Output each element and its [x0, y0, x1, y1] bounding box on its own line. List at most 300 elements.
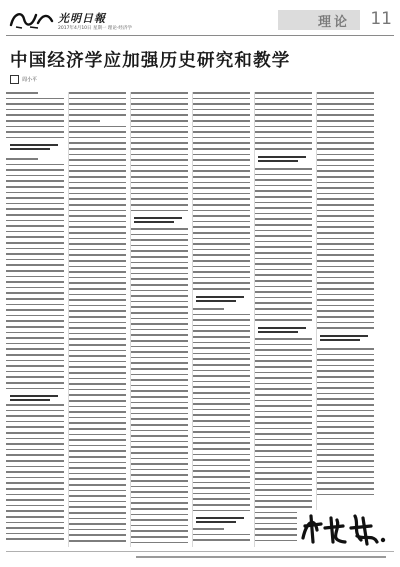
text-line [254, 506, 312, 508]
text-line [130, 256, 188, 258]
text-line [130, 497, 188, 499]
text-line [254, 291, 312, 293]
text-line [68, 478, 126, 480]
text-column [130, 92, 188, 547]
text-line [68, 120, 100, 122]
text-line [254, 439, 312, 441]
text-line [130, 301, 188, 303]
text-line [68, 366, 126, 368]
text-line [192, 342, 250, 344]
subheading-line [10, 395, 58, 397]
issue-date-line: 2017年4月10日 星期一 理论·经济学 [58, 26, 132, 31]
text-line [6, 231, 64, 233]
text-line [192, 182, 250, 184]
text-line [192, 221, 250, 223]
text-line [68, 473, 126, 475]
text-line [316, 449, 374, 451]
text-line [68, 142, 126, 144]
text-line [68, 204, 126, 206]
subheading-line [10, 144, 58, 146]
text-line [316, 176, 374, 178]
text-line [6, 242, 64, 244]
text-line [6, 538, 64, 540]
text-line [254, 467, 312, 469]
subheading-line [134, 221, 174, 223]
text-line [254, 131, 312, 133]
text-line [316, 187, 374, 189]
text-line [254, 263, 312, 265]
section-name: 理论 [317, 15, 350, 30]
text-line [192, 493, 250, 495]
text-line [192, 347, 250, 349]
text-line [192, 370, 250, 372]
text-line [316, 103, 374, 105]
text-line [254, 235, 312, 237]
text-line [254, 246, 312, 248]
text-line [6, 460, 64, 462]
text-line [130, 273, 188, 275]
text-line [6, 197, 64, 199]
text-line [254, 366, 312, 368]
text-line [130, 318, 188, 320]
text-line [254, 360, 312, 362]
text-line [192, 487, 250, 489]
text-line [68, 338, 126, 340]
subheading-line [196, 517, 244, 519]
text-line [254, 286, 312, 288]
text-line [192, 204, 250, 206]
text-line [68, 198, 126, 200]
text-line [130, 210, 188, 212]
text-line [192, 510, 250, 512]
byline [10, 75, 37, 84]
text-line [316, 120, 374, 122]
text-line [316, 477, 374, 479]
column-rule [192, 92, 193, 547]
text-line [192, 454, 250, 456]
text-line [6, 326, 64, 328]
text-line [68, 501, 126, 503]
text-line [192, 277, 250, 279]
text-line [130, 323, 188, 325]
text-line [68, 271, 126, 273]
text-line [68, 316, 126, 318]
text-line [192, 210, 250, 212]
text-line [192, 308, 224, 310]
subheading-line [134, 217, 182, 219]
text-line [130, 92, 188, 94]
text-line [192, 271, 250, 273]
text-line [68, 428, 126, 430]
text-line [192, 109, 250, 111]
text-line [192, 131, 250, 133]
text-line [130, 228, 188, 230]
text-line [68, 534, 126, 536]
text-line [6, 164, 64, 166]
text-line [68, 310, 126, 312]
text-line [192, 148, 250, 150]
text-line [6, 208, 64, 210]
text-line [254, 394, 312, 396]
text-line [130, 463, 188, 465]
text-line [254, 92, 312, 94]
text-line [130, 536, 188, 538]
text-line [130, 474, 188, 476]
text-line [254, 137, 312, 139]
text-line [130, 329, 188, 331]
text-line [316, 277, 374, 279]
text-line [6, 203, 64, 205]
text-line [192, 215, 250, 217]
text-line [130, 170, 188, 172]
text-line [254, 174, 312, 176]
text-line [6, 505, 64, 507]
text-line [130, 530, 188, 532]
text-line [254, 377, 312, 379]
text-line [130, 407, 188, 409]
article-headline: 中国经济学应加强历史研究和教学 [10, 51, 291, 71]
page-number: 11 [370, 9, 392, 29]
text-line [192, 103, 250, 105]
text-line [68, 411, 126, 413]
text-line [68, 506, 126, 508]
text-line [68, 249, 126, 251]
text-line [316, 204, 374, 206]
text-line [68, 176, 126, 178]
text-line [316, 249, 374, 251]
section-subheading [6, 142, 64, 152]
text-line [130, 379, 188, 381]
text-line [6, 103, 64, 105]
section-subheading [192, 515, 250, 525]
text-line [68, 389, 126, 391]
text-line [254, 230, 312, 232]
text-line [68, 540, 126, 542]
text-line [130, 98, 188, 100]
text-line [68, 417, 126, 419]
text-line [68, 327, 126, 329]
text-line [130, 148, 188, 150]
text-line [130, 295, 188, 297]
text-line [254, 224, 312, 226]
text-line [6, 180, 64, 182]
text-line [192, 187, 250, 189]
text-line [130, 187, 188, 189]
text-line [68, 170, 126, 172]
text-line [68, 490, 126, 492]
text-line [254, 218, 312, 220]
text-line [68, 406, 126, 408]
text-line [192, 126, 250, 128]
text-line [192, 375, 250, 377]
text-line [192, 403, 250, 405]
text-line [254, 319, 312, 321]
text-line [68, 322, 126, 324]
text-line [316, 370, 374, 372]
text-line [316, 415, 374, 417]
text-line [316, 114, 374, 116]
text-line [6, 348, 64, 350]
text-line [6, 421, 64, 423]
text-line [68, 238, 126, 240]
text-line [254, 308, 312, 310]
text-line [6, 298, 64, 300]
text-line [254, 416, 312, 418]
text-line [192, 92, 250, 94]
text-line [254, 103, 312, 105]
text-line [316, 348, 374, 350]
text-line [68, 103, 126, 105]
text-line [192, 534, 250, 536]
text-line [254, 444, 312, 446]
text-line [192, 398, 250, 400]
subheading-line [258, 156, 306, 158]
text-line [6, 137, 64, 139]
text-line [6, 426, 64, 428]
text-line [6, 494, 64, 496]
text-line [192, 470, 250, 472]
text-line [316, 432, 374, 434]
text-line [130, 120, 188, 122]
text-line [192, 386, 250, 388]
text-line [192, 504, 250, 506]
text-line [316, 109, 374, 111]
text-line [6, 415, 64, 417]
text-line [130, 306, 188, 308]
masthead [6, 5, 394, 36]
text-line [316, 454, 374, 456]
text-line [6, 192, 64, 194]
subheading-line [258, 331, 298, 333]
text-line [130, 204, 188, 206]
text-line [68, 299, 126, 301]
text-line [6, 477, 64, 479]
text-line [192, 159, 250, 161]
text-line [316, 365, 374, 367]
text-line [68, 137, 126, 139]
text-line [192, 498, 250, 500]
text-line [192, 142, 250, 144]
column-rule [254, 92, 255, 547]
text-line [68, 243, 126, 245]
text-line [6, 443, 64, 445]
text-line [6, 253, 64, 255]
text-line [130, 114, 188, 116]
text-line [192, 325, 250, 327]
text-line [6, 404, 64, 406]
text-line [130, 435, 188, 437]
text-line [6, 98, 64, 100]
text-line [68, 165, 126, 167]
text-line [254, 120, 312, 122]
text-line [316, 221, 374, 223]
text-line [316, 131, 374, 133]
text-line [6, 488, 64, 490]
text-line [68, 355, 126, 357]
text-line [254, 388, 312, 390]
text-line [192, 431, 250, 433]
text-line [316, 288, 374, 290]
text-line [130, 165, 188, 167]
text-line [130, 418, 188, 420]
text-line [192, 358, 250, 360]
text-line [68, 126, 126, 128]
text-line [316, 482, 374, 484]
text-line [192, 198, 250, 200]
text-line [130, 103, 188, 105]
text-line [192, 437, 250, 439]
text-column [254, 92, 312, 547]
footer-contact-line [136, 556, 386, 558]
text-line [316, 198, 374, 200]
text-line [316, 226, 374, 228]
text-line [68, 529, 126, 531]
text-line [254, 472, 312, 474]
text-line [192, 539, 250, 541]
column-rule [316, 92, 317, 547]
text-line [6, 120, 64, 122]
text-line [192, 232, 250, 234]
text-line [68, 372, 126, 374]
text-line [254, 338, 312, 340]
text-line [192, 448, 250, 450]
text-line [68, 282, 126, 284]
subheading-line [10, 399, 50, 401]
text-line [68, 333, 126, 335]
text-line [130, 278, 188, 280]
text-line [192, 114, 250, 116]
text-line [6, 371, 64, 373]
text-line [254, 148, 312, 150]
text-line [130, 234, 188, 236]
text-line [254, 126, 312, 128]
text-line [6, 337, 64, 339]
text-line [68, 518, 126, 520]
text-line [130, 458, 188, 460]
text-line [316, 305, 374, 307]
text-line [130, 413, 188, 415]
text-line [254, 179, 312, 181]
text-line [130, 357, 188, 359]
text-line [68, 344, 126, 346]
section-subheading [316, 333, 374, 343]
text-line [6, 109, 64, 111]
text-line [68, 210, 126, 212]
text-line [6, 158, 38, 160]
author-name: 周小平 [22, 77, 38, 83]
text-line [316, 193, 374, 195]
text-line [68, 294, 126, 296]
text-line [254, 280, 312, 282]
text-line [192, 120, 250, 122]
text-line [6, 131, 64, 133]
text-line [130, 362, 188, 364]
section-subheading [254, 154, 312, 164]
text-line [130, 176, 188, 178]
text-line [6, 360, 64, 362]
text-line [6, 382, 64, 384]
text-line [316, 254, 374, 256]
text-line [192, 170, 250, 172]
text-line [192, 176, 250, 178]
text-line [130, 250, 188, 252]
text-line [192, 330, 250, 332]
text-line [68, 254, 126, 256]
text-line [68, 131, 126, 133]
text-line [316, 238, 374, 240]
text-line [316, 393, 374, 395]
text-line [6, 449, 64, 451]
text-line [6, 270, 64, 272]
text-line [254, 456, 312, 458]
text-line [130, 374, 188, 376]
text-line [130, 502, 188, 504]
column-rule [130, 92, 131, 547]
subheading-line [258, 160, 298, 162]
text-line [130, 334, 188, 336]
text-line [192, 426, 250, 428]
section-subheading [130, 215, 188, 225]
text-line [254, 411, 312, 413]
text-line [316, 154, 374, 156]
text-line [130, 480, 188, 482]
text-line [6, 365, 64, 367]
text-line [254, 274, 312, 276]
text-line [192, 226, 250, 228]
text-line [6, 236, 64, 238]
text-line [192, 476, 250, 478]
text-line [6, 516, 64, 518]
text-line [68, 378, 126, 380]
text-line [316, 488, 374, 490]
text-line [254, 196, 312, 198]
text-line [6, 175, 64, 177]
text-line [130, 430, 188, 432]
text-line [130, 290, 188, 292]
text-line [130, 154, 188, 156]
text-line [130, 239, 188, 241]
text-line [254, 500, 312, 502]
text-line [68, 232, 126, 234]
text-line [130, 346, 188, 348]
text-line [254, 405, 312, 407]
text-line [192, 482, 250, 484]
text-line [130, 525, 188, 527]
section-tab [278, 10, 360, 30]
column-rule [68, 92, 69, 547]
text-line [6, 287, 64, 289]
text-line [68, 462, 126, 464]
text-line [130, 182, 188, 184]
text-line [254, 422, 312, 424]
text-line [316, 126, 374, 128]
text-line [316, 232, 374, 234]
text-line [192, 319, 250, 321]
text-line [254, 190, 312, 192]
text-line [316, 294, 374, 296]
text-line [6, 126, 64, 128]
text-line [68, 288, 126, 290]
text-line [6, 309, 64, 311]
text-line [254, 383, 312, 385]
text-line [130, 519, 188, 521]
text-line [316, 148, 374, 150]
text-line [130, 486, 188, 488]
text-line [192, 459, 250, 461]
text-line [68, 187, 126, 189]
text-line [192, 137, 250, 139]
text-column [6, 92, 64, 547]
